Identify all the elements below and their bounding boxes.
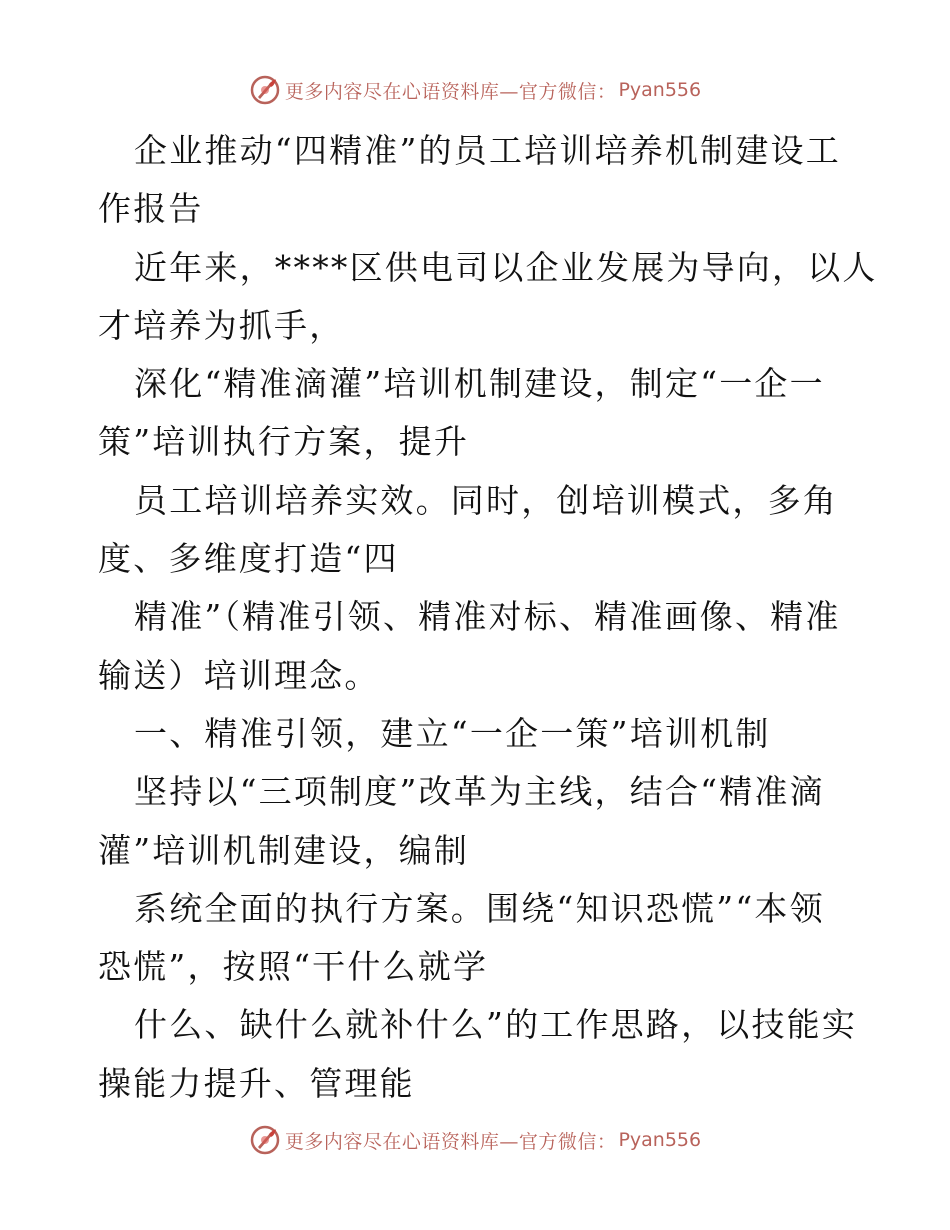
header-banner xyxy=(0,70,950,110)
banner-wechat-label: 官方微信： xyxy=(518,1130,617,1153)
paragraph-line: 恐慌”，按照“干什么就学 xyxy=(98,947,489,987)
paragraph-line: 系统全面的执行方案。围绕“知识恐慌”“本领 xyxy=(134,888,825,928)
paragraph-line: 近年来，****区供电司以企业发展为导向，以人 xyxy=(134,247,878,287)
red-quill-logo-icon xyxy=(249,74,281,106)
paragraph-line: 输送）培训理念。 xyxy=(98,655,380,695)
title-line-1: 企业推动“四精准”的员工培训培养机制建设工 xyxy=(134,131,841,170)
paragraph-line: 操能力提升、管理能 xyxy=(98,1063,415,1103)
banner-wechat-label: 官方微信： xyxy=(518,80,617,103)
title-line-2: 作报告 xyxy=(98,189,204,229)
footer-banner xyxy=(0,1120,950,1160)
section-heading: 一、精准引领，建立“一企一策”培训机制 xyxy=(134,713,771,753)
banner-text xyxy=(285,77,617,104)
paragraph-line: 度、多维度打造“四 xyxy=(98,539,399,579)
paragraph-line: 深化“精准滴灌”培训机制建设，制定“一企一 xyxy=(134,364,825,404)
paragraph-line: 策”培训执行方案，提升 xyxy=(98,422,470,462)
banner-site-text: 更多内容尽在心语资料库 xyxy=(284,1130,500,1153)
banner-separator: — xyxy=(499,80,519,103)
paragraph-line: 灌”培训机制建设，编制 xyxy=(98,830,470,870)
red-quill-logo-icon xyxy=(249,1124,281,1156)
banner-site-text: 更多内容尽在心语资料库 xyxy=(284,80,500,103)
banner-separator: — xyxy=(499,1130,519,1153)
banner-text xyxy=(285,1127,617,1154)
banner-wechat-id: Pyan556 xyxy=(618,79,702,101)
paragraph-line: 员工培训培养实效。同时，创培训模式，多角 xyxy=(134,480,838,520)
banner-wechat-id: Pyan556 xyxy=(618,1129,702,1151)
paragraph-line: 精准”（精准引领、精准对标、精准画像、精准 xyxy=(134,597,841,637)
document-body xyxy=(98,122,878,1113)
paragraph-line: 坚持以“三项制度”改革为主线，结合“精准滴 xyxy=(134,772,825,812)
paragraph-line: 什么、缺什么就补什么”的工作思路，以技能实 xyxy=(134,1005,858,1045)
paragraph-line: 才培养为抓手， xyxy=(98,305,345,345)
